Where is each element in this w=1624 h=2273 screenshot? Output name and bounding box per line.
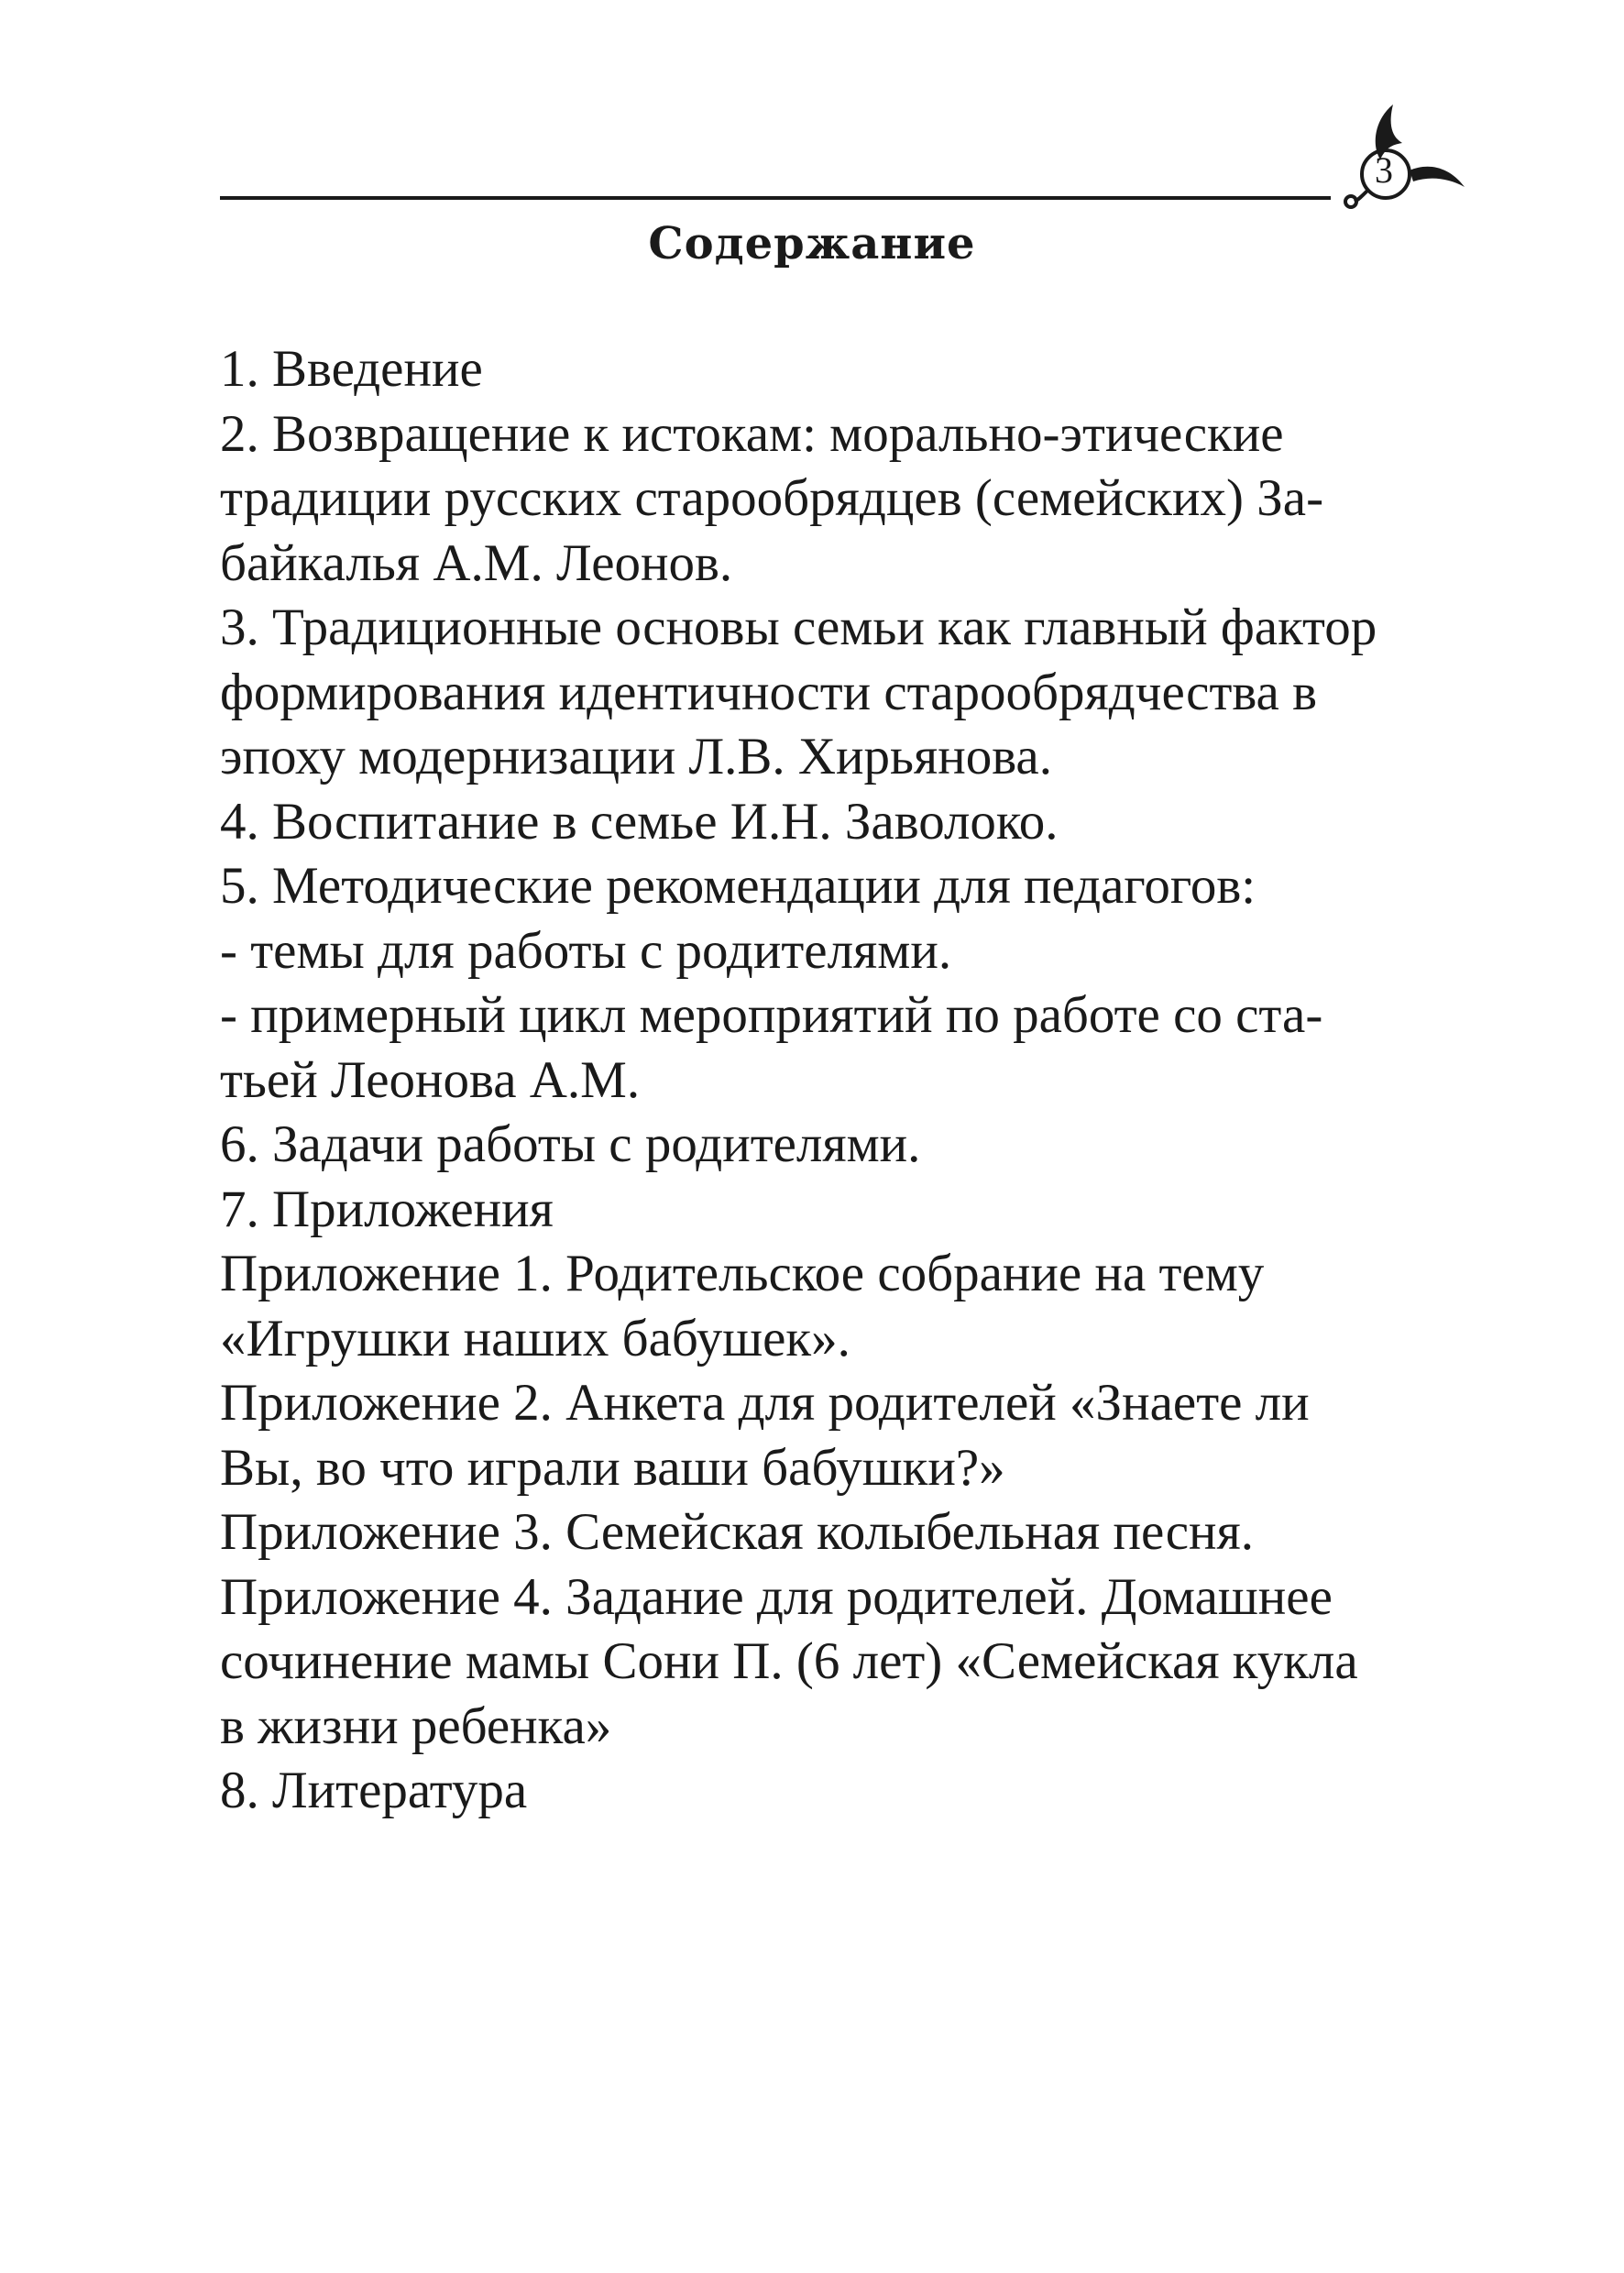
- toc-line: 8. Литература: [220, 1762, 528, 1819]
- toc-line: 1. Введение: [220, 340, 483, 398]
- toc-line: - примерный цикл мероприятий по работе со ста-: [220, 986, 1323, 1044]
- toc-line: 5. Методические рекомендации для педагогов:: [220, 857, 1256, 915]
- toc-line: 2. Возвращение к истокам: морально-этические: [220, 404, 1284, 463]
- toc-line: байкалья А.М. Леонов.: [220, 533, 733, 592]
- table-of-contents: [220, 337, 1439, 1824]
- toc-line: формирования идентичности старообрядчества в: [220, 663, 1317, 721]
- toc-line: Приложение 3. Семейская колыбельная песня.: [220, 1503, 1255, 1561]
- page-title: Содержание: [648, 218, 976, 269]
- toc-line: эпоху модернизации Л.В. Хирьянова.: [220, 728, 1052, 785]
- toc-line: 6. Задачи работы с родителями.: [220, 1115, 921, 1173]
- toc-line: 7. Приложения: [220, 1180, 554, 1238]
- toc-line: 4. Воспитание в семье И.Н. Заволоко.: [220, 792, 1059, 851]
- toc-line: в жизни ребенка»: [220, 1697, 612, 1755]
- toc-line: традиции русских старообрядцев (семейских) За-: [220, 469, 1324, 527]
- toc-line: Приложение 2. Анкета для родителей «Знаете ли: [220, 1374, 1310, 1432]
- toc-line: - темы для работы с родителями.: [220, 921, 952, 980]
- toc-line: Вы, во что играли ваши бабушки?»: [220, 1438, 1005, 1497]
- page-number: 3: [1375, 149, 1393, 191]
- toc-line: 3. Традиционные основы семьи как главный фактор: [220, 598, 1377, 656]
- toc-line: Приложение 4. Задание для родителей. Домашнее: [220, 1567, 1333, 1626]
- toc-line: Приложение 1. Родительское собрание на тему: [220, 1245, 1265, 1302]
- toc-line: «Игрушки наших бабушек».: [220, 1309, 850, 1367]
- toc-line: сочинение мамы Сони П. (6 лет) «Семейская кукла: [220, 1632, 1358, 1690]
- header-rule: [220, 196, 1331, 200]
- toc-line: тьей Леонова А.М.: [220, 1050, 641, 1109]
- page-ornament-icon: [1334, 99, 1481, 218]
